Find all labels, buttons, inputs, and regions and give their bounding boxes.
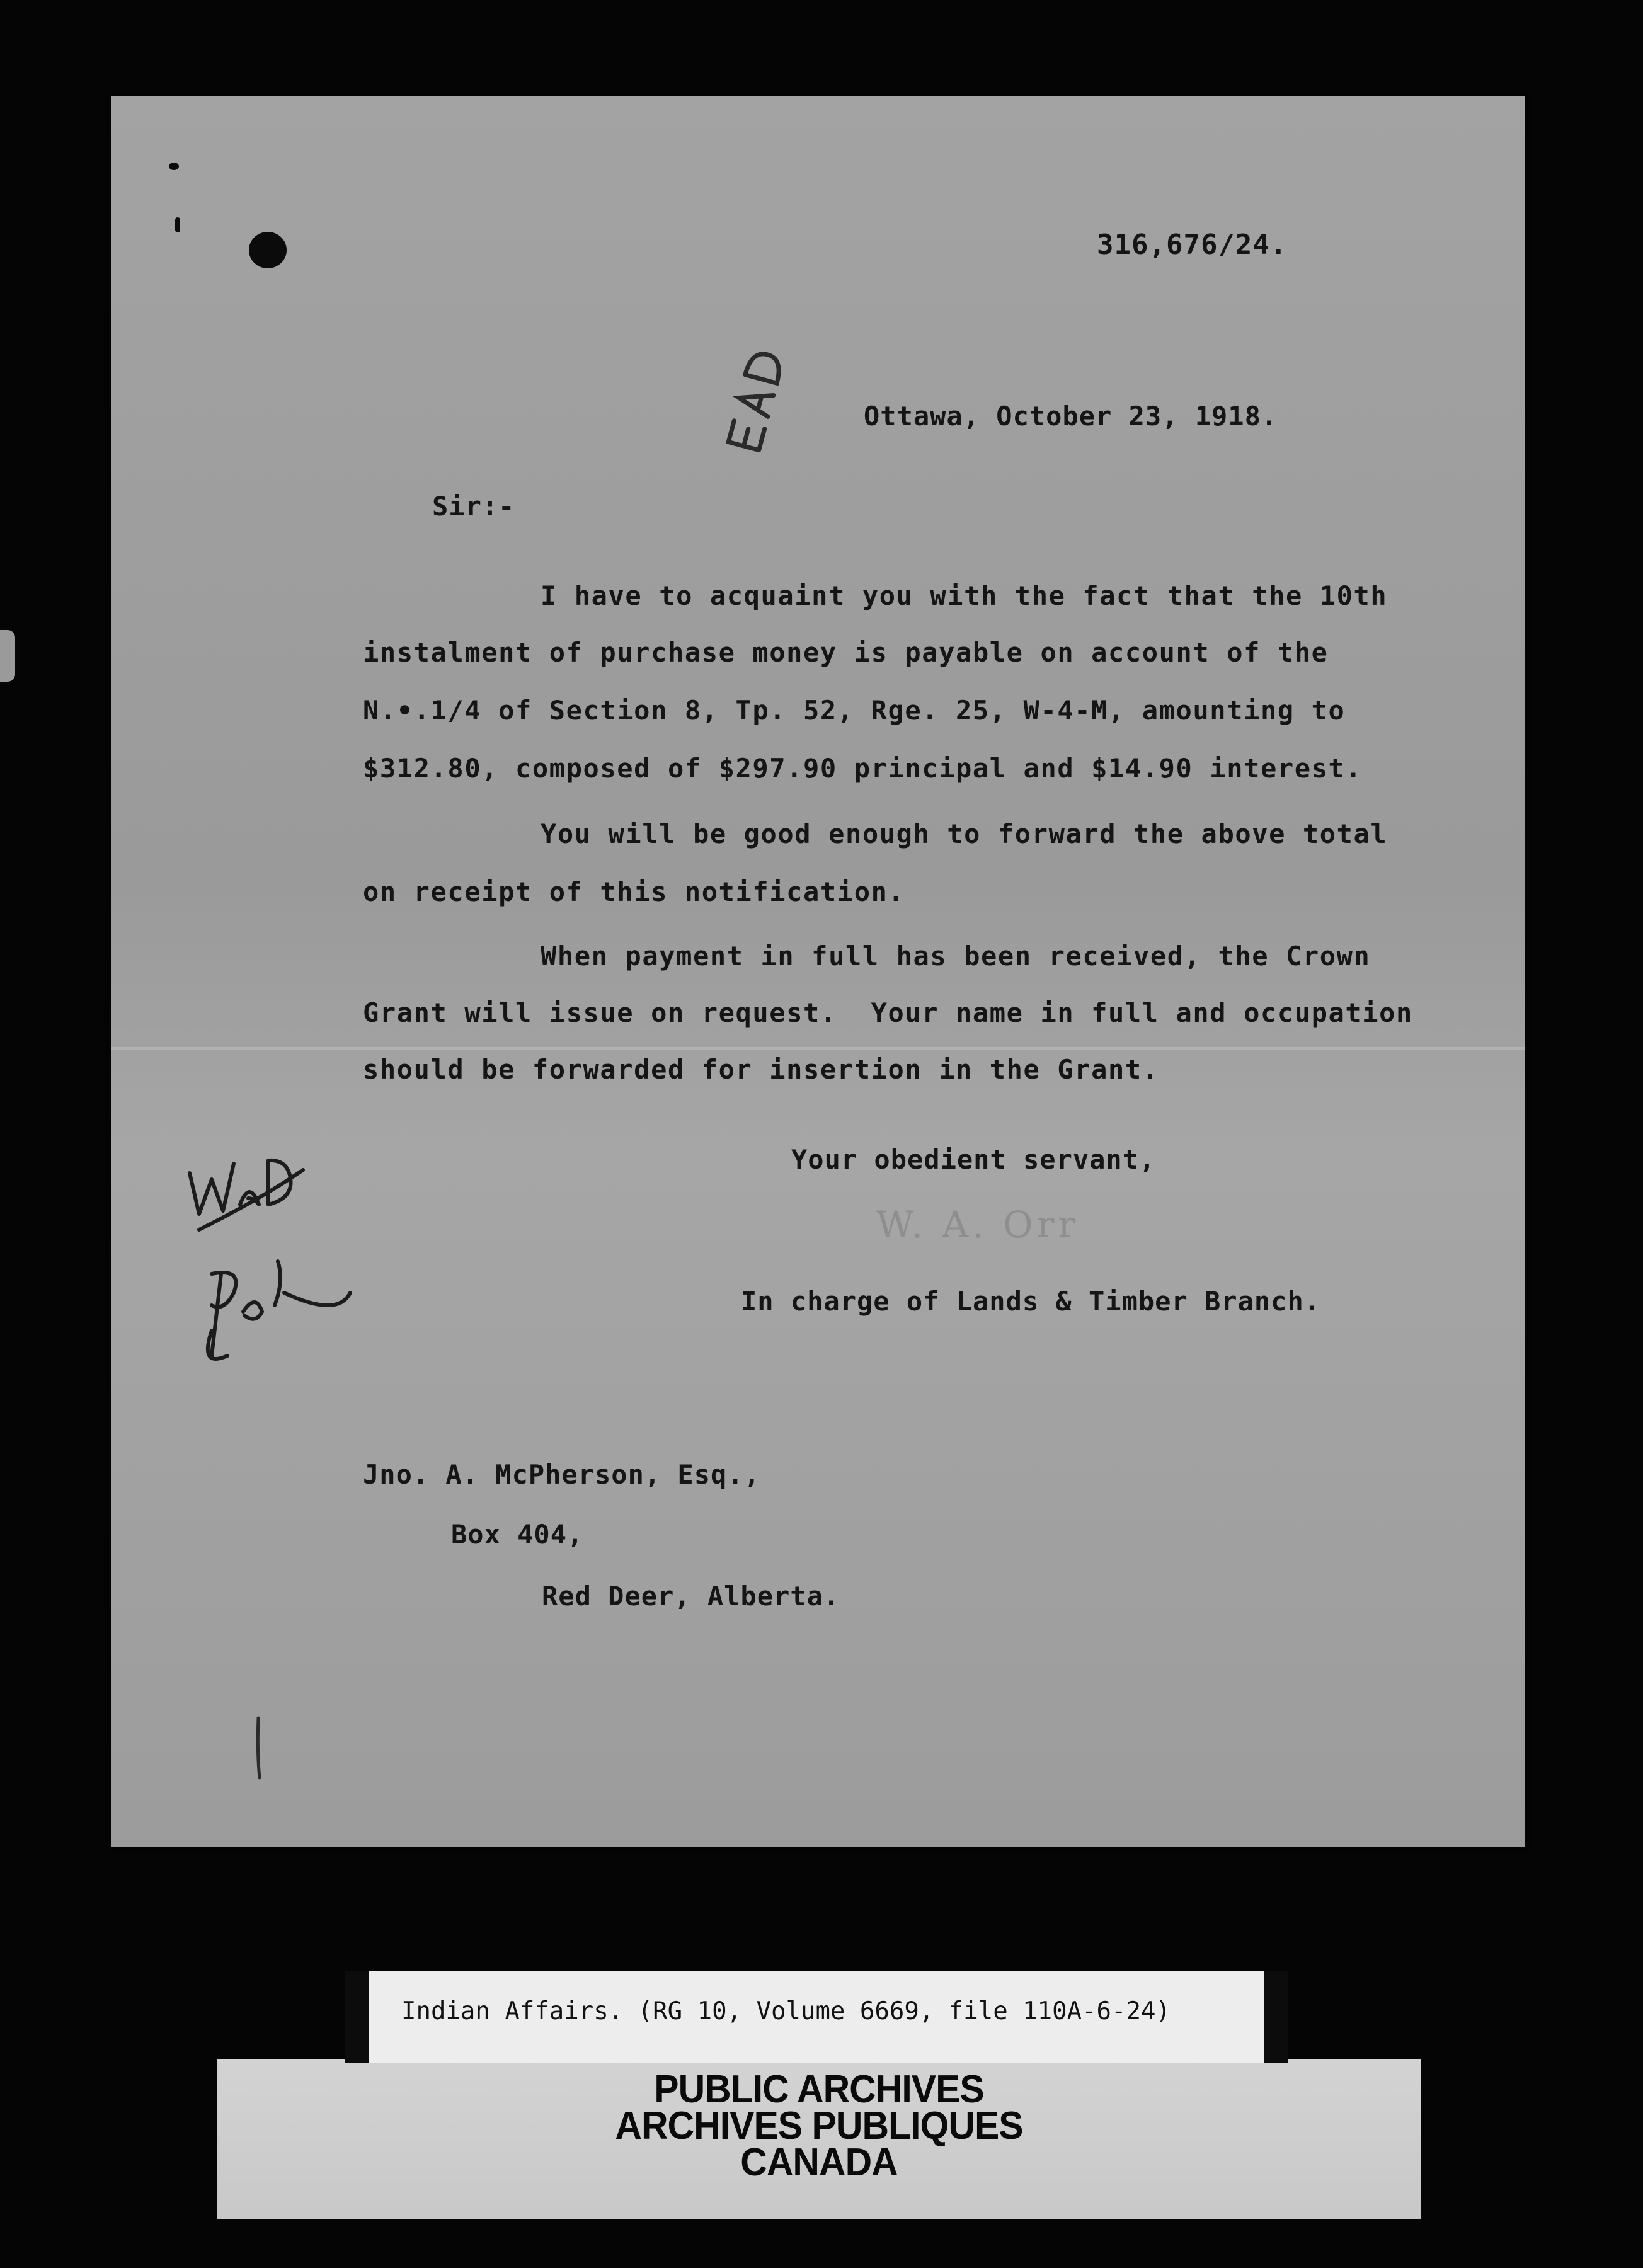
ink-blot (249, 232, 287, 268)
archive-line-en: PUBLIC ARCHIVES (654, 2068, 984, 2111)
body-line: N.•.1/4 of Section 8, Tp. 52, Rge. 25, W-4-M, amounting to (363, 695, 1346, 726)
ink-speck (169, 163, 179, 170)
archive-title (217, 2068, 1421, 2184)
body-line: Grant will issue on request. Your name in full and occupation (363, 997, 1413, 1028)
address-name: Jno. A. McPherson, Esq., (363, 1459, 760, 1490)
faint-signature: W. A. Orr (876, 1203, 1080, 1246)
salutation: Sir:- (432, 491, 515, 522)
archive-line-fr: ARCHIVES PUBLIQUES (615, 2104, 1023, 2148)
archive-reference: Indian Affairs. (RG 10, Volume 6669, file 110A-6-24) (401, 1997, 1171, 2025)
reference-box (345, 1971, 1288, 2063)
pencil-mark (251, 1715, 270, 1784)
archive-label (217, 1971, 1421, 2219)
address-box: Box 404, (451, 1519, 584, 1550)
body-line: I have to acquaint you with the fact that the 10th (541, 580, 1388, 611)
handwritten-initials (174, 1104, 363, 1375)
body-line: When payment in full has been received, the Crown (541, 941, 1371, 971)
file-number: 316,676/24. (1097, 229, 1288, 261)
body-line: should be forwarded for insertion in the Grant. (363, 1054, 1159, 1085)
body-line: $312.80, composed of $297.90 principal and $14.90 interest. (363, 753, 1363, 784)
date-line: Ottawa, October 23, 1918. (864, 401, 1278, 432)
body-line: instalment of purchase money is payable on account of the (363, 637, 1329, 668)
edge-tab (0, 630, 15, 682)
address-city: Red Deer, Alberta. (542, 1581, 840, 1612)
initials-stamp (684, 323, 835, 474)
body-line: on receipt of this notification. (363, 876, 905, 907)
body-line: You will be good enough to forward the above total (541, 818, 1388, 849)
ink-speck (175, 217, 180, 232)
signature-title: In charge of Lands & Timber Branch. (741, 1286, 1321, 1317)
archive-line-country: CANADA (740, 2141, 898, 2184)
letter-page (111, 96, 1525, 1847)
closing: Your obedient servant, (791, 1144, 1156, 1175)
fold-line (111, 1047, 1525, 1050)
